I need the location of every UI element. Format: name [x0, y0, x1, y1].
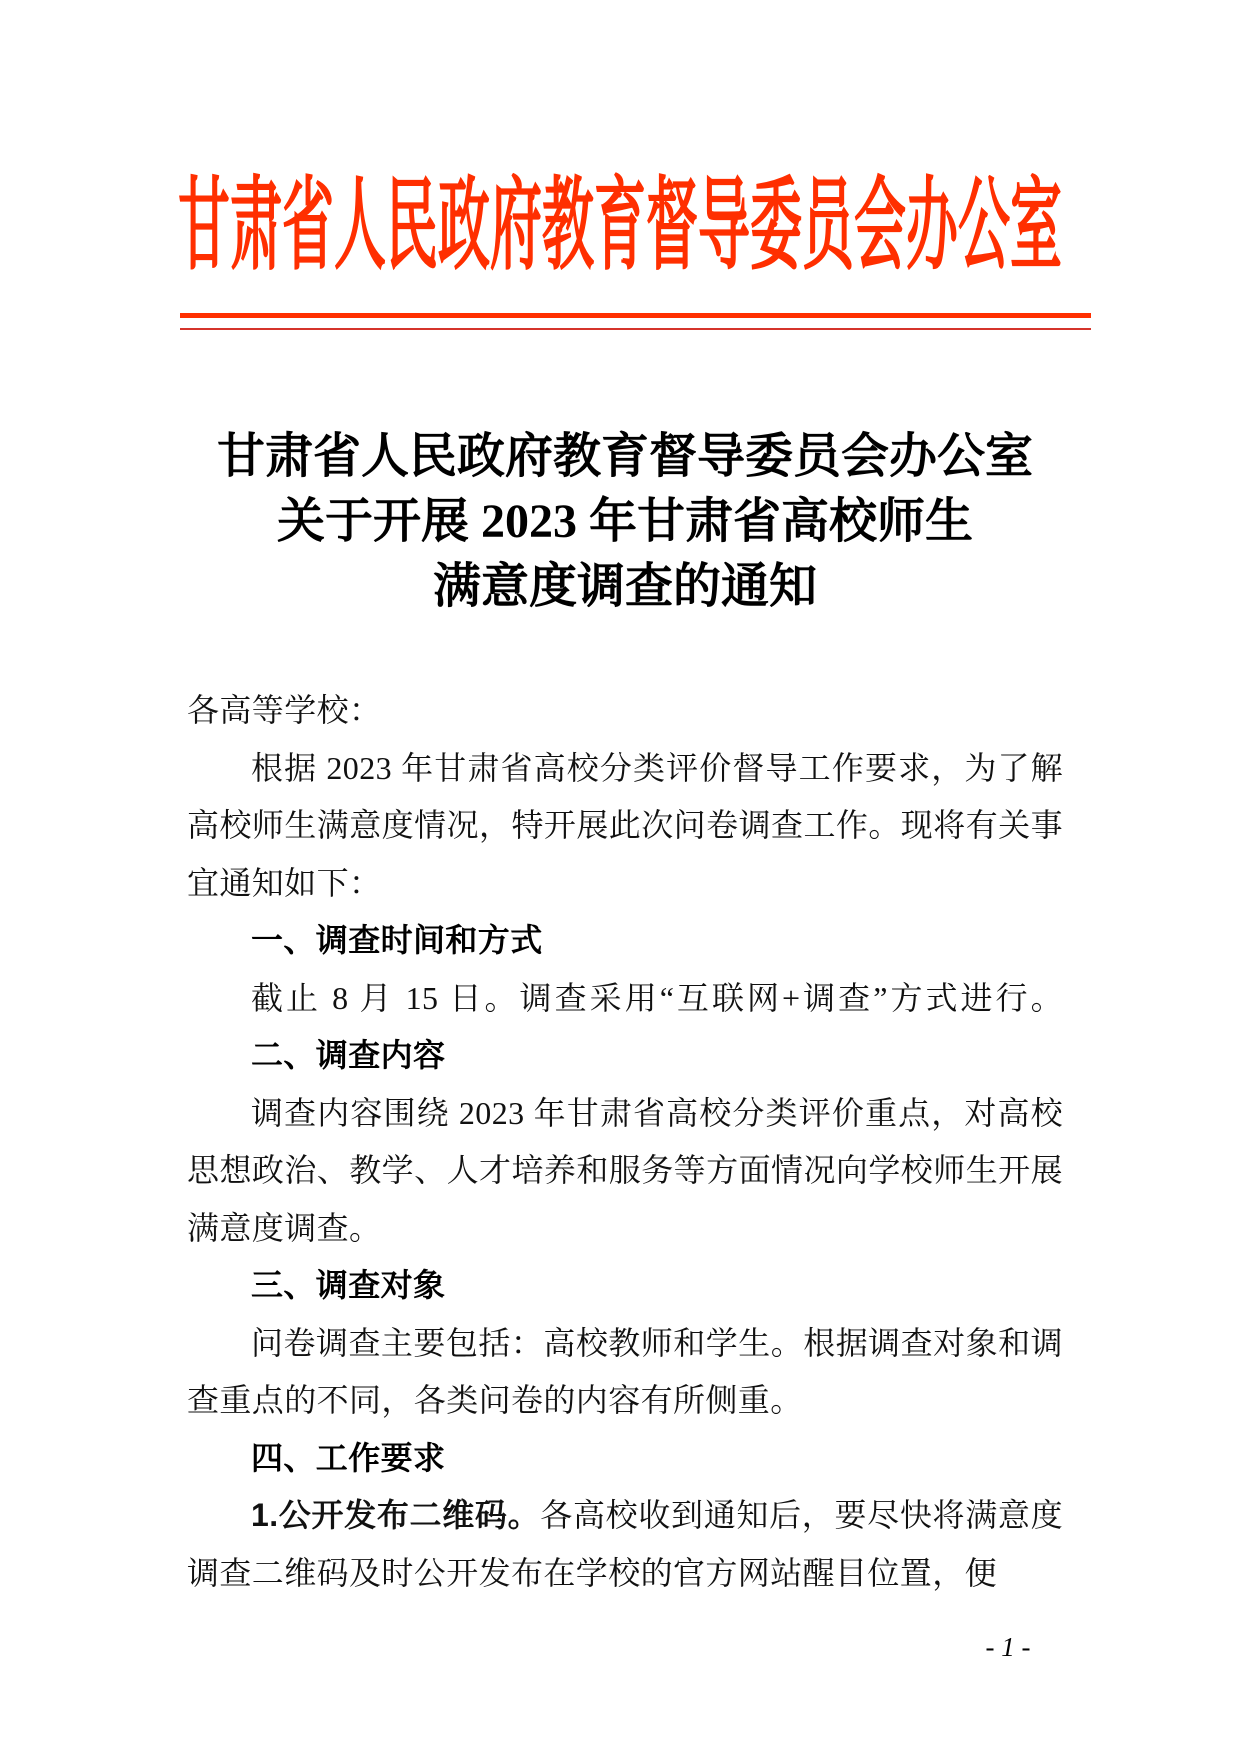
section-heading-1: 一、调查时间和方式 [251, 922, 543, 958]
letterhead-rule-thick [180, 313, 1091, 318]
document-body [187, 682, 1063, 1602]
section-heading-3: 三、调查对象 [251, 1267, 446, 1303]
section-heading-4: 四、工作要求 [251, 1439, 446, 1476]
document-title-line-2: 关于开展 2023 年甘肃省高校师生 [276, 495, 973, 548]
salutation: 各高等学校： [187, 692, 382, 728]
paragraph-section-4-text: 各高校收到通知后，要尽快将满意度调查二维码及时公开发布在学校的官方网站醒目位置，便 [187, 1497, 1063, 1591]
paragraph-section-1: 截止 8 月 15 日。调查采用“互联网+调查”方式进行。 [251, 979, 1063, 1016]
document-title [187, 424, 1063, 619]
letterhead-rule-thin [180, 328, 1091, 330]
section-heading-2: 二、调查内容 [251, 1037, 446, 1073]
paragraph-section-2: 调查内容围绕 2023 年甘肃省高校分类评价重点，对高校思想政治、教学、人才培养和服务等方面情况向学校师生开展满意度调查。 [187, 1094, 1063, 1246]
letterhead-agency-name: 甘肃省人民政府教育督导委员会办公室 [177, 171, 1062, 283]
paragraph-intro: 根据 2023 年甘肃省高校分类评价督导工作要求，为了解高校师生满意度情况，特开展此次问卷调查工作。现将有关事宜通知如下： [187, 749, 1063, 901]
paragraph-section-3: 问卷调查主要包括：高校教师和学生。根据调查对象和调查重点的不同，各类问卷的内容有所侧重。 [187, 1324, 1063, 1418]
document-title-line-3: 满意度调查的通知 [432, 560, 817, 613]
paragraph-bold-lead: 1.公开发布二维码。 [251, 1497, 541, 1533]
page-number: - 1 - [985, 1632, 1031, 1662]
paragraph-section-4 [187, 1487, 1063, 1602]
document-title-line-1: 甘肃省人民政府教育督导委员会办公室 [216, 430, 1033, 483]
